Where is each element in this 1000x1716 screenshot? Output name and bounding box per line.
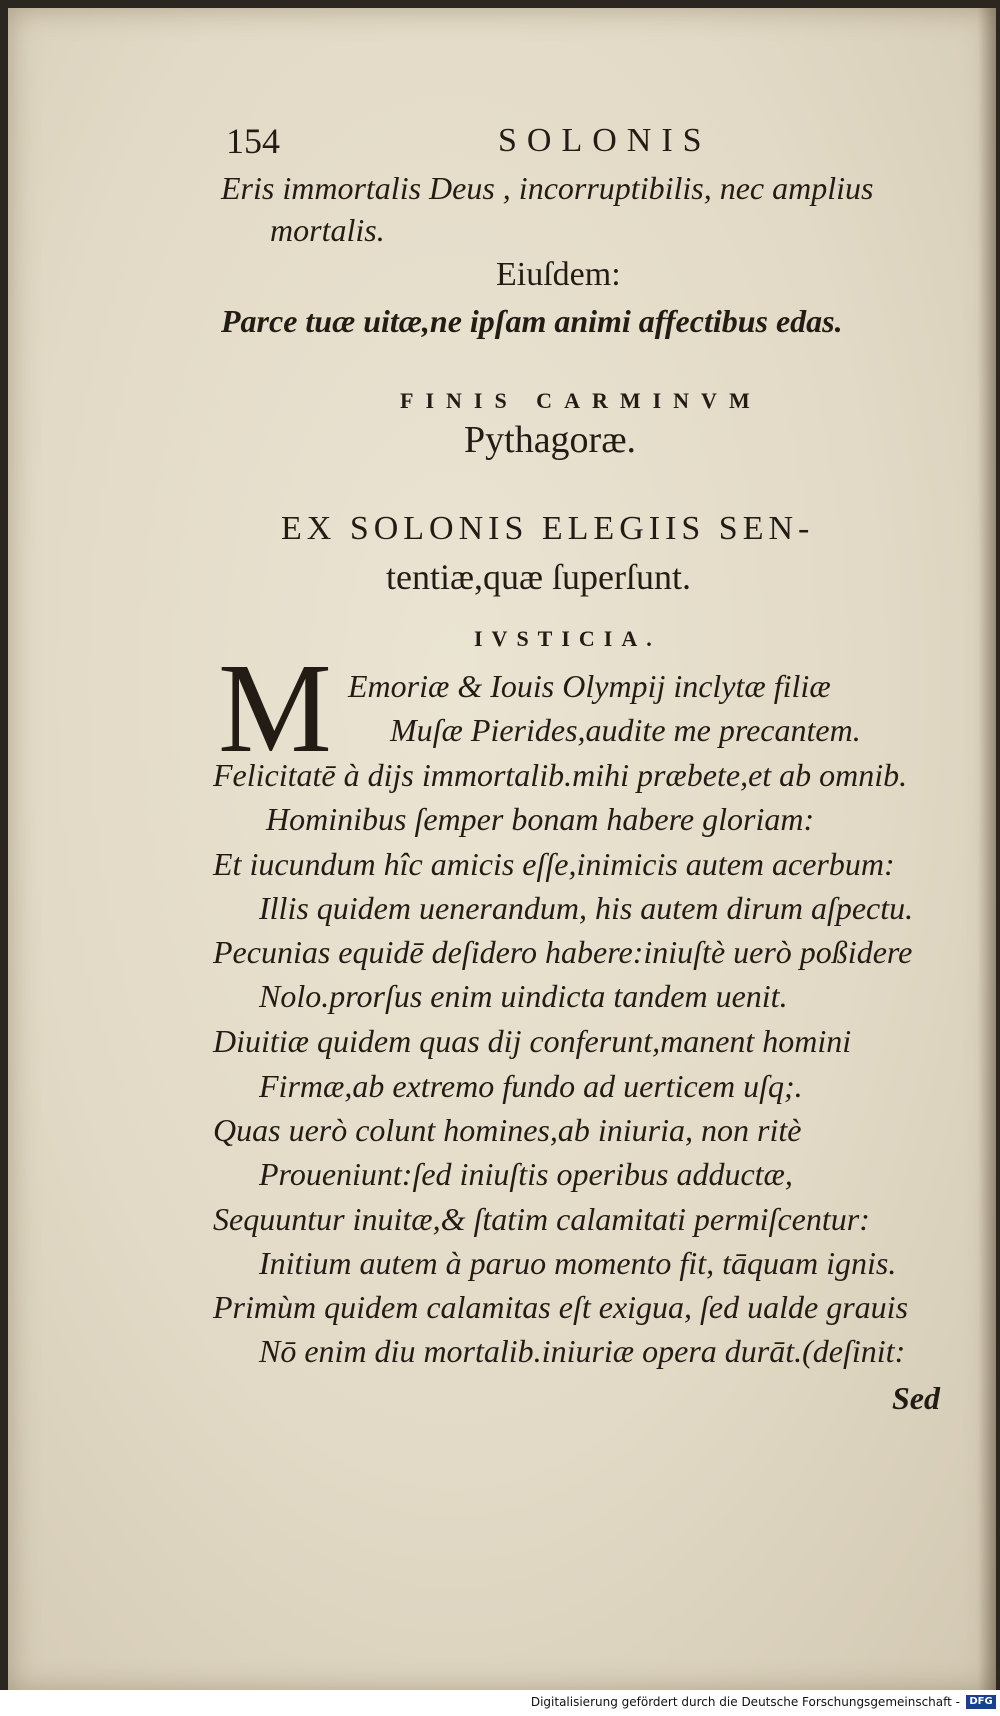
section-heading-line-1: EX SOLONIS ELEGIIS SEN- [281, 510, 815, 547]
section-title-iusticia: IVSTICIA. [474, 626, 661, 651]
finis-carminum: FINIS CARMINVM [400, 388, 762, 413]
verse-line-7: Pecunias equidē deſidero habere:iniuſtè uerò poßidere [213, 934, 913, 970]
pythagorae: Pythagoræ. [464, 419, 637, 461]
book-page [8, 8, 996, 1692]
verse-line-14: Initium autem à paruo momento fit, tāquam ignis. [259, 1245, 897, 1281]
verse-line-8: Nolo.prorſus enim uindicta tandem uenit. [259, 978, 788, 1014]
catchword: Sed [892, 1380, 940, 1416]
verse-line-1: Emoriæ & Iouis Olympij inclytæ filiæ [348, 668, 831, 704]
verse-line-top-1: Eris immortalis Deus , incorruptibilis, nec amplius [221, 170, 874, 206]
verse-line-5: Et iucundum hîc amicis eſſe,inimicis autem acerbum: [213, 846, 895, 882]
verse-line-15: Primùm quidem calamitas eſt exigua, ſed ualde grauis [213, 1289, 909, 1325]
verse-line-4: Hominibus ſemper bonam habere gloriam: [266, 801, 815, 837]
verse-line-13: Sequuntur inuitæ,& ſtatim calamitati permiſcentur: [213, 1201, 870, 1237]
footer-bar [0, 1690, 1000, 1716]
page-edge-shadow [978, 8, 996, 1692]
running-head: SOLONIS [498, 122, 712, 159]
verse-line-9: Diuitiæ quidem quas dij conferunt,manent homini [213, 1023, 852, 1059]
subheading-eiusdem: Eiuſdem: [496, 256, 621, 293]
verse-line-10: Firmæ,ab extremo fundo ad uerticem uſq;. [259, 1068, 803, 1104]
verse-line-6: Illis quidem uenerandum, his autem dirum aſpectu. [259, 890, 914, 926]
verse-line-16: Nō enim diu mortalib.iniuriæ opera durāt.(deſinit: [259, 1333, 906, 1369]
drop-cap: M [218, 637, 332, 779]
verse-line-11: Quas uerò colunt homines,ab iniuria, non ritè [213, 1112, 802, 1148]
section-heading-line-2: tentiæ,quæ ſuperſunt. [386, 557, 691, 597]
verse-line-3: Felicitatē à dijs immortalib.mihi præbete,et ab omnib. [213, 757, 908, 793]
funding-credit: Digitalisierung gefördert durch die Deutsche Forschungsgemeinschaft - [530, 1695, 960, 1709]
verse-line-2: Muſæ Pierides,audite me precantem. [390, 712, 861, 748]
page-number: 154 [226, 121, 280, 161]
verse-line-top-2: mortalis. [270, 212, 385, 248]
verse-line-12: Proueniunt:ſed iniuſtis operibus adductæ, [259, 1156, 793, 1192]
verse-line-parce: Parce tuæ uitæ,ne ipſam animi affectibus edas. [221, 303, 843, 339]
dfg-logo: DFG [966, 1695, 996, 1709]
